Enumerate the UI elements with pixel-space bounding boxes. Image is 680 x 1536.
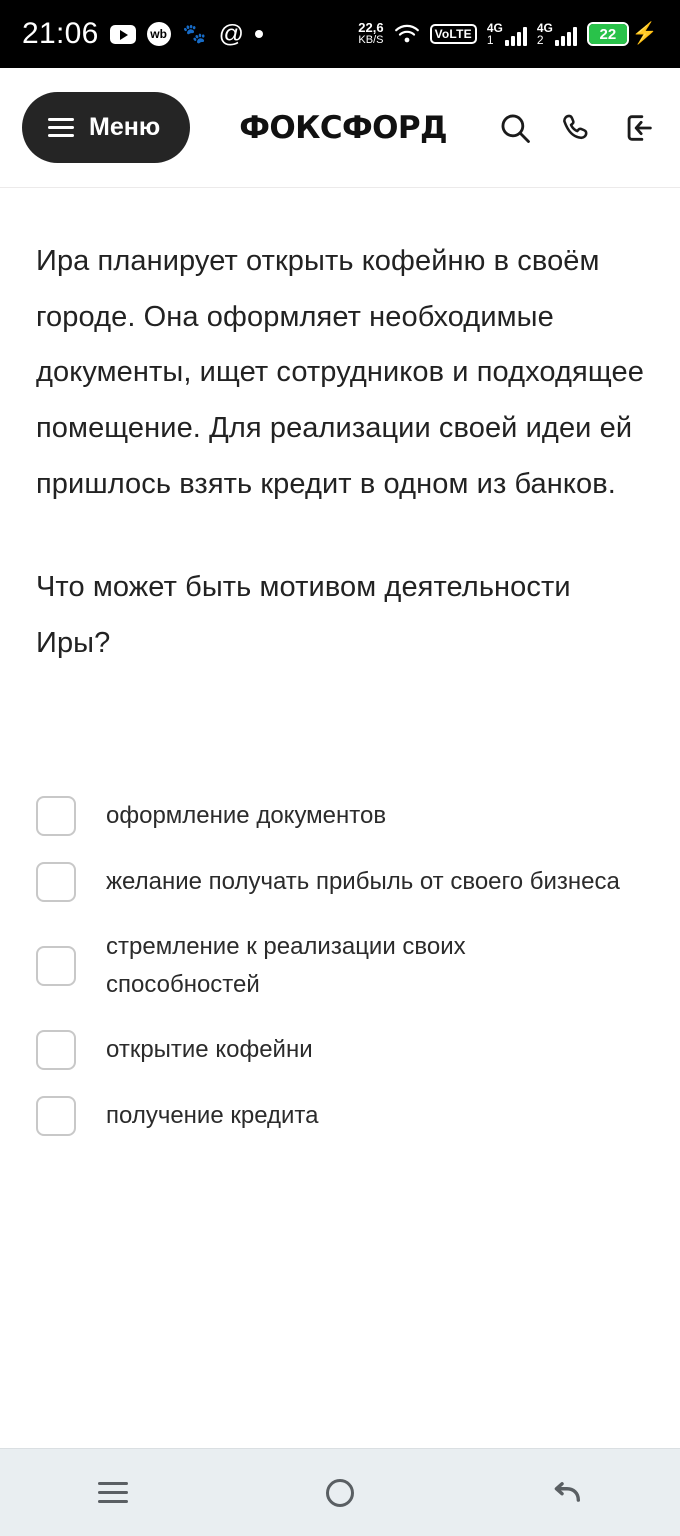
volte-badge: VoLTE — [430, 24, 477, 44]
question-paragraph: Ира планирует открыть кофейню в своём городе. Она оформляет необходимые документы, ищет сотрудников и подходящее помещение. Для реализации своей идеи ей пришлось взять кредит в одном из банков. — [36, 245, 644, 500]
back-icon[interactable] — [522, 1463, 612, 1523]
battery-icon — [587, 22, 629, 46]
status-bar-right — [358, 21, 658, 46]
option-checkbox-4[interactable] — [36, 1030, 76, 1070]
sim2-label: 2 — [536, 33, 544, 47]
status-bar-left — [22, 17, 263, 51]
brand-logo[interactable]: ФОКСФОРД — [239, 109, 447, 146]
menu-button[interactable] — [22, 92, 190, 163]
menu-button-label: Меню — [89, 113, 161, 141]
signal-sim-1 — [487, 22, 527, 46]
youtube-icon — [110, 25, 136, 44]
sim1-label: 1 — [486, 33, 494, 47]
option-label-2: желание получать прибыль от своего бизнеса — [106, 867, 620, 895]
network-speed-value: 22,6 — [358, 20, 384, 36]
option-label-4: открытие кофейни — [106, 1036, 313, 1064]
android-nav-bar — [0, 1448, 680, 1536]
network-speed — [358, 21, 383, 46]
list-item[interactable] — [36, 1024, 644, 1076]
option-checkbox-3[interactable] — [36, 946, 76, 986]
wifi-icon — [394, 24, 420, 44]
option-checkbox-2[interactable] — [36, 862, 76, 902]
option-label-1: оформление документов — [106, 801, 387, 829]
list-item[interactable] — [36, 1090, 644, 1142]
logout-icon[interactable] — [620, 109, 658, 147]
signal-sim-2 — [537, 22, 577, 46]
list-item[interactable] — [36, 790, 644, 842]
phone-icon[interactable] — [558, 109, 596, 147]
email-at-icon: @ — [218, 19, 244, 48]
recent-apps-icon[interactable] — [68, 1463, 158, 1523]
raccoon-icon: 🐾 — [182, 24, 207, 45]
status-bar — [0, 0, 680, 68]
net2-label: 4G — [536, 21, 553, 35]
option-checkbox-1[interactable] — [36, 796, 76, 836]
battery-indicator — [587, 22, 658, 46]
net1-label: 4G — [486, 21, 503, 35]
header-actions — [496, 109, 658, 147]
home-icon[interactable] — [295, 1463, 385, 1523]
answer-options — [36, 790, 644, 1143]
network-speed-unit: KB/S — [358, 34, 384, 47]
dot-icon — [255, 30, 263, 38]
wildberries-icon: wb — [147, 22, 171, 46]
search-icon[interactable] — [496, 109, 534, 147]
question-content — [0, 188, 680, 1448]
question-prompt: Что может быть мотивом деятельности Иры? — [36, 571, 571, 660]
list-item[interactable] — [36, 922, 644, 1011]
sim1-labels — [487, 22, 503, 46]
battery-percent: 22 — [599, 25, 617, 43]
hamburger-icon — [48, 118, 74, 137]
status-clock: 21:06 — [22, 17, 99, 50]
option-checkbox-5[interactable] — [36, 1096, 76, 1136]
signal-bars-2 — [555, 26, 577, 46]
option-label-5: получение кредита — [106, 1102, 319, 1130]
signal-bars-1 — [505, 26, 527, 46]
app-header — [0, 68, 680, 188]
charging-bolt-icon: ⚡ — [631, 22, 658, 45]
list-item[interactable] — [36, 856, 644, 908]
option-label-3: стремление к реализации своих способностей — [106, 932, 466, 999]
sim2-labels — [537, 22, 553, 46]
